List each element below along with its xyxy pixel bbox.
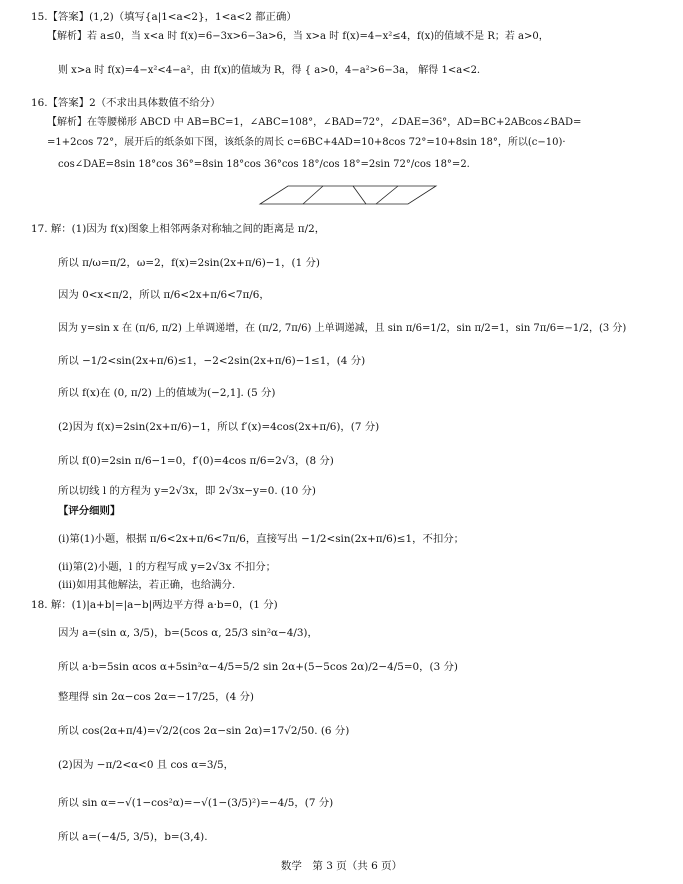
paper-strip-figure <box>258 184 438 206</box>
q18-step4: 所以 cos(2α+π/4)=√2/2(cos 2α−sin 2α)=17√2/50. (6 分) <box>58 725 350 737</box>
q16-analysis-line1: 【解析】在等腰梯形 ABCD 中 AB=BC=1，∠ABC=108°，∠BAD=72°，∠DAE=36°，AD=BC+2ABcos∠BAD= <box>47 117 582 128</box>
q17-step2: 因为 0<x<π/2，所以 π/6<2x+π/6<7π/6， <box>58 289 270 301</box>
q17-step8: 所以切线 l 的方程为 y=2√3x，即 2√3x−y=0. (10 分) <box>58 485 316 497</box>
page-footer: 数学 第 3 页（共 6 页） <box>280 860 403 872</box>
q15-answer: 15.【答案】(1,2)（填写{a|1<a<2}，1<a<2 都正确） <box>31 11 297 23</box>
q17-step5: 所以 f(x)在 (0, π/2) 上的值域为(−2,1]. (5 分) <box>58 387 276 399</box>
q16-analysis-line3: cos∠DAE=8sin 18°cos 36°=8sin 18°cos 36°cos 18°/cos 18°=2sin 72°/cos 18°=2. <box>58 159 470 170</box>
q15-analysis-line1: 【解析】若 a≤0，当 x<a 时 f(x)=6−3x>6−3a>6，当 x>a 时 f(x)=4−x²≤4，f(x)的值域不是 R；若 a>0， <box>47 31 549 42</box>
q16-analysis-line2: =1+2cos 72°，展开后的纸条如下图，该纸条的周长 c=6BC+4AD=10+8cos 72°=10+8sin 18°，所以(c−10)· <box>47 137 566 148</box>
q18-step5: (2)因为 −π/2<α<0 且 cos α=3/5， <box>58 759 235 771</box>
q17-intro: 17. 解：(1)因为 f(x)图象上相邻两条对称轴之间的距离是 π/2， <box>31 223 326 235</box>
q17-step3: 因为 y=sin x 在 (π/6, π/2) 上单调递增，在 (π/2, 7π/6) 上单调递减，且 sin π/6=1/2，sin π/2=1，sin 7π/6=−1/2，(3 分) <box>58 323 627 334</box>
q17-step1: 所以 π/ω=π/2，ω=2，f(x)=2sin(2x+π/6)−1，(1 分) <box>58 257 320 269</box>
q18-intro: 18. 解：(1)|a+b|=|a−b|两边平方得 a·b=0，(1 分) <box>31 599 278 611</box>
scoring-rule-3: (iii)如用其他解法，若正确，也给满分. <box>58 579 236 591</box>
q15-analysis-line2: 则 x>a 时 f(x)=4−x²<4−a²，由 f(x)的值域为 R，得 { a>0，4−a²>6−3a， 解得 1<a<2. <box>58 65 481 76</box>
q17-step7: 所以 f(0)=2sin π/6−1=0，f′(0)=4cos π/6=2√3，(8 分) <box>58 455 334 467</box>
q18-step3: 整理得 sin 2α−cos 2α=−17/25，(4 分) <box>58 691 254 703</box>
q18-step2: 所以 a·b=5sin αcos α+5sin²α−4/5=5/2 sin 2α+(5−5cos 2α)/2−4/5=0，(3 分) <box>58 661 458 673</box>
scoring-rules-title: 【评分细则】 <box>58 505 121 517</box>
q18-step1: 因为 a=(sin α, 3/5)，b=(5cos α, 25/3 sin²α−4/3)， <box>58 627 318 639</box>
scoring-rule-1: (i)第(1)小题，根据 π/6<2x+π/6<7π/6，直接写出 −1/2<sin(2x+π/6)≤1，不扣分； <box>58 533 465 545</box>
q16-answer: 16.【答案】2（不求出具体数值不给分） <box>31 97 221 109</box>
scoring-rule-2: (ii)第(2)小题，l 的方程写成 y=2√3x 不扣分； <box>58 561 277 573</box>
q17-step4: 所以 −1/2<sin(2x+π/6)≤1，−2<2sin(2x+π/6)−1≤1，(4 分) <box>58 355 366 367</box>
q17-step6: (2)因为 f(x)=2sin(2x+π/6)−1，所以 f′(x)=4cos(2x+π/6)，(7 分) <box>58 421 380 433</box>
q18-step6: 所以 sin α=−√(1−cos²α)=−√(1−(3/5)²)=−4/5，(7 分) <box>58 797 334 809</box>
q18-step7: 所以 a=(−4/5, 3/5)，b=(3,4). <box>58 831 208 843</box>
